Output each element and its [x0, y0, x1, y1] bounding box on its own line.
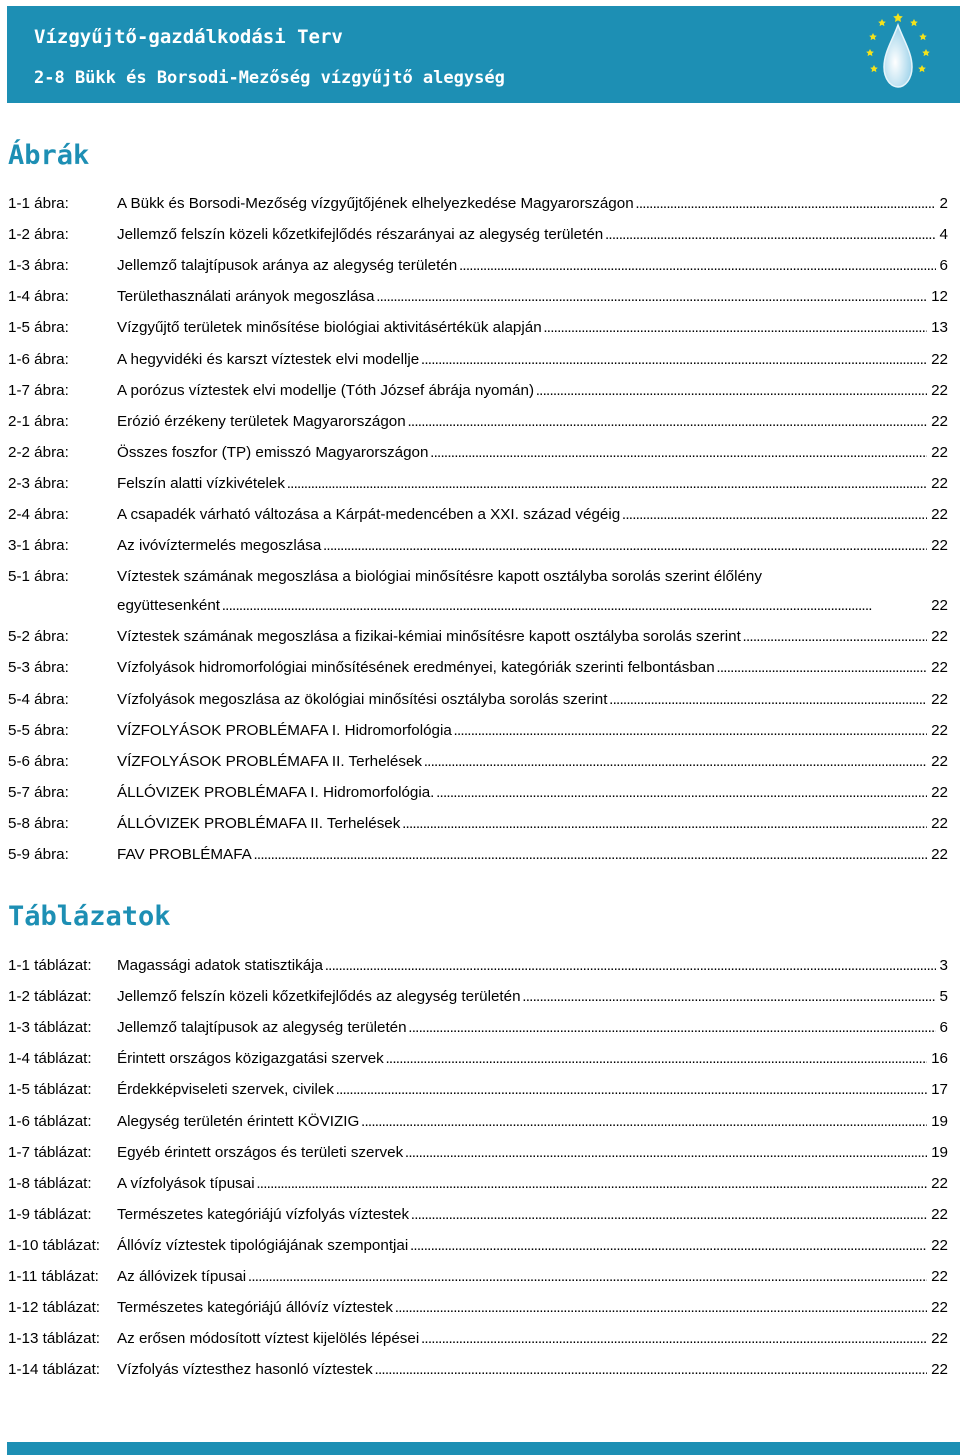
toc-entry[interactable]	[8, 413, 948, 433]
toc-entry-page-number: 22	[927, 1206, 948, 1223]
toc-entry-title: Jellemző talajtípusok az alegység területén . . .	[117, 1019, 948, 1036]
toc-entry-title: VÍZFOLYÁSOK PROBLÉMAFA I. Hidromorfológia . . .	[117, 722, 948, 739]
toc-entry[interactable]	[8, 988, 948, 1008]
toc-entry-page-number: 22	[927, 1175, 948, 1192]
document-subtitle: 2-8 Bükk és Borsodi-Mezőség vízgyűjtő alegység	[34, 68, 505, 88]
document-title: Vízgyűjtő-gazdálkodási Terv	[34, 26, 343, 48]
toc-entry-title: Természetes kategóriájú állóvíz víztestek . . .	[117, 1299, 948, 1316]
toc-entry[interactable]	[8, 846, 948, 866]
toc-entry-page-number: 12	[927, 288, 948, 305]
toc-entry[interactable]	[8, 1113, 948, 1133]
toc-entry[interactable]	[8, 1081, 948, 1101]
toc-entry-title: Felszín alatti vízkivételek . . .	[117, 475, 948, 492]
toc-entry[interactable]	[8, 257, 948, 277]
toc-entry-page-number: 22	[927, 382, 948, 399]
toc-entry-page-number: 22	[927, 722, 948, 739]
footer-bar	[7, 1442, 960, 1455]
toc-entry[interactable]	[8, 568, 948, 588]
toc-entry-title: Az ivóvíztermelés megoszlása . . .	[117, 537, 948, 554]
toc-entry-label: 2-3 ábra:	[8, 474, 69, 492]
toc-entry-label: 2-4 ábra:	[8, 506, 69, 523]
toc-entry-label: 1-3 ábra:	[8, 257, 69, 275]
toc-entry-title: A hegyvidéki és karszt víztestek elvi modellje . . .	[117, 351, 948, 368]
toc-entry[interactable]	[8, 659, 948, 679]
toc-entry-title: Vízgyűjtő területek minősítése biológiai aktivitásértékük alapján . . .	[117, 319, 948, 336]
toc-entry[interactable]	[8, 1019, 948, 1039]
toc-entry-page-number: 22	[927, 691, 948, 708]
toc-entry-title: Alegység területén érintett KÖVIZIG . . .	[117, 1113, 948, 1130]
toc-entry[interactable]	[8, 475, 948, 495]
toc-entry-continuation[interactable]	[8, 597, 948, 617]
toc-entry-label: 1-7 ábra:	[8, 381, 69, 399]
toc-entry[interactable]	[8, 628, 948, 648]
toc-entry-label: 5-7 ábra:	[8, 783, 69, 801]
toc-entry-title: Az állóvizek típusai . . .	[117, 1268, 948, 1285]
toc-entry[interactable]	[8, 957, 948, 977]
toc-entry-label: 2-2 ábra:	[8, 443, 69, 461]
toc-entry-label: 1-5 táblázat:	[8, 1081, 92, 1099]
toc-entry-title: Állóvíz víztestek tipológiájának szempontjai . . .	[117, 1237, 948, 1254]
toc-entry-page-number: 19	[927, 1113, 948, 1130]
toc-entry-title: Az erősen módosított víztest kijelölés lépései . . .	[117, 1330, 948, 1347]
toc-entry-page-number: 22	[927, 475, 948, 492]
toc-entry-label: 1-1 táblázat:	[8, 957, 92, 974]
toc-entry-label: 1-8 táblázat:	[8, 1174, 92, 1192]
toc-entry-title: Területhasználati arányok megoszlása . . .	[117, 288, 948, 305]
toc-entry-title: A Bükk és Borsodi-Mezőség vízgyűjtőjének elhelyezkedése Magyarországon . . .	[117, 195, 948, 212]
toc-entry-label: 5-9 ábra:	[8, 846, 69, 863]
toc-entry-label: 1-6 ábra:	[8, 350, 69, 368]
figures-heading: Ábrák	[8, 140, 90, 171]
toc-entry[interactable]	[8, 1330, 948, 1350]
toc-entry[interactable]	[8, 1361, 948, 1381]
toc-entry-label: 1-2 ábra:	[8, 226, 69, 244]
toc-entry[interactable]	[8, 382, 948, 402]
toc-entry[interactable]	[8, 1268, 948, 1288]
toc-entry-title: Víztestek számának megoszlása a biológiai minősítésre kapott osztályba sorolás szerint élőlény	[117, 568, 762, 586]
toc-entry-page-number: 22	[927, 784, 948, 801]
toc-entry-label: 3-1 ábra:	[8, 537, 69, 555]
toc-entry-page-number: 22	[927, 1361, 948, 1378]
toc-entry-page-number: 22	[927, 597, 948, 614]
toc-entry-page-number: 2	[936, 195, 948, 212]
toc-entry[interactable]	[8, 1299, 948, 1319]
toc-entry[interactable]	[8, 444, 948, 464]
toc-entry-label: 1-14 táblázat:	[8, 1361, 101, 1379]
toc-entry-title: Jellemző felszín közeli kőzetkifejlődés az alegység területén . . .	[117, 988, 948, 1005]
toc-entry-label: 5-3 ábra:	[8, 659, 69, 677]
toc-entry-page-number: 16	[927, 1050, 948, 1067]
toc-entry-label: 5-2 ábra:	[8, 628, 69, 646]
toc-entry-title-continued: együttesenként . . .	[117, 597, 948, 614]
toc-entry-label: 5-6 ábra:	[8, 752, 69, 770]
toc-entry-title: Érdekképviseleti szervek, civilek . . .	[117, 1081, 948, 1098]
toc-entry-page-number: 22	[927, 506, 948, 523]
tables-heading: Táblázatok	[8, 901, 171, 932]
toc-entry[interactable]	[8, 1050, 948, 1070]
toc-entry-label: 1-1 ábra:	[8, 195, 69, 212]
toc-entry-label: 1-9 táblázat:	[8, 1205, 92, 1223]
toc-entry[interactable]	[8, 226, 948, 246]
toc-entry-label: 2-1 ábra:	[8, 412, 69, 430]
toc-entry-title: Egyéb érintett országos és területi szervek . . .	[117, 1144, 948, 1161]
toc-entry-title: A porózus víztestek elvi modellje (Tóth József ábrája nyomán) . . .	[117, 382, 948, 399]
toc-entry[interactable]	[8, 351, 948, 371]
toc-entry-label: 1-13 táblázat:	[8, 1330, 101, 1348]
toc-entry-page-number: 22	[927, 846, 948, 863]
toc-entry-title: VÍZFOLYÁSOK PROBLÉMAFA II. Terhelések . . .	[117, 753, 948, 770]
toc-entry-label: 5-8 ábra:	[8, 814, 69, 832]
toc-entry-label: 1-3 táblázat:	[8, 1019, 92, 1037]
document-header	[7, 6, 960, 103]
toc-entry-label: 1-2 táblázat:	[8, 988, 92, 1006]
toc-entry[interactable]	[8, 1237, 948, 1257]
toc-entry-page-number: 22	[927, 413, 948, 430]
toc-entry-label: 1-7 táblázat:	[8, 1143, 92, 1161]
toc-entry-page-number: 19	[927, 1144, 948, 1161]
toc-entry-page-number: 22	[927, 1268, 948, 1285]
toc-entry-label: 1-5 ábra:	[8, 319, 69, 337]
toc-entry-page-number: 22	[927, 659, 948, 676]
toc-entry-title: A vízfolyások típusai . . .	[117, 1175, 948, 1192]
toc-entry-title: Vízfolyások megoszlása az ökológiai minősítési osztályba sorolás szerint . . .	[117, 691, 948, 708]
toc-entry[interactable]	[8, 691, 948, 711]
toc-entry[interactable]	[8, 506, 948, 526]
toc-entry-label: 1-4 táblázat:	[8, 1050, 92, 1068]
toc-entry[interactable]	[8, 1144, 948, 1164]
toc-entry[interactable]	[8, 784, 948, 804]
toc-entry-label: 5-5 ábra:	[8, 721, 69, 739]
toc-entry-page-number: 6	[936, 257, 948, 274]
toc-entry-title: Jellemző talajtípusok aránya az alegység területén . . .	[117, 257, 948, 274]
toc-entry[interactable]	[8, 537, 948, 557]
toc-entry-label: 1-12 táblázat:	[8, 1299, 101, 1317]
toc-entry-title: Magassági adatok statisztikája . . .	[117, 957, 948, 974]
toc-entry-page-number: 22	[927, 1330, 948, 1347]
toc-entry-title: ÁLLÓVIZEK PROBLÉMAFA I. Hidromorfológia. . . .	[117, 784, 948, 801]
toc-entry-page-number: 22	[927, 628, 948, 645]
toc-entry-label: 5-4 ábra:	[8, 690, 69, 708]
toc-entry-page-number: 22	[927, 1299, 948, 1316]
toc-entry-page-number: 22	[927, 537, 948, 554]
toc-entry[interactable]	[8, 815, 948, 835]
toc-entry[interactable]	[8, 288, 948, 308]
toc-entry-title: Erózió érzékeny területek Magyarországon . . .	[117, 413, 948, 430]
toc-entry[interactable]	[8, 319, 948, 339]
toc-entry-label: 1-6 táblázat:	[8, 1112, 92, 1130]
toc-entry[interactable]	[8, 1175, 948, 1195]
toc-entry-page-number: 5	[936, 988, 948, 1005]
toc-entry-page-number: 22	[927, 351, 948, 368]
toc-entry-label: 1-4 ábra:	[8, 288, 69, 306]
toc-entry-page-number: 22	[927, 444, 948, 461]
toc-entry-page-number: 22	[927, 1237, 948, 1254]
toc-entry[interactable]	[8, 722, 948, 742]
toc-entry-page-number: 4	[936, 226, 948, 243]
toc-entry-title: Vízfolyás víztesthez hasonló víztestek . . .	[117, 1361, 948, 1378]
toc-entry-label: 1-10 táblázat:	[8, 1236, 101, 1254]
toc-entry-title: Érintett országos közigazgatási szervek . . .	[117, 1050, 948, 1067]
toc-entry-title: Természetes kategóriájú vízfolyás víztestek . . .	[117, 1206, 948, 1223]
toc-entry-title: Vízfolyások hidromorfológiai minősítésének eredményei, kategóriák szerinti felbontásban . . .	[117, 659, 948, 676]
toc-entry-page-number: 22	[927, 753, 948, 770]
toc-entry[interactable]	[8, 195, 948, 215]
toc-entry[interactable]	[8, 753, 948, 773]
toc-entry-title: Víztestek számának megoszlása a fizikai-kémiai minősítésre kapott osztályba sorolás szerint . . .	[117, 628, 948, 645]
toc-entry-title: A csapadék várható változása a Kárpát-medencében a XXI. század végéig . . .	[117, 506, 948, 523]
toc-entry[interactable]	[8, 1206, 948, 1226]
toc-entry-page-number: 22	[927, 815, 948, 832]
eu-water-drop-logo-icon	[862, 11, 934, 93]
toc-entry-page-number: 17	[927, 1081, 948, 1098]
toc-entry-title: FAV PROBLÉMAFA . . .	[117, 846, 948, 863]
toc-entry-label: 5-1 ábra:	[8, 568, 69, 586]
toc-entry-page-number: 3	[936, 957, 948, 974]
toc-entry-page-number: 13	[927, 319, 948, 336]
toc-entry-label: 1-11 táblázat:	[8, 1268, 99, 1285]
toc-entry-title: Összes foszfor (TP) emisszó Magyarországon . . .	[117, 444, 948, 461]
toc-entry-page-number: 6	[936, 1019, 948, 1036]
toc-entry-title: Jellemző felszín közeli kőzetkifejlődés részarányai az alegység területén . . .	[117, 226, 948, 243]
toc-entry-title: ÁLLÓVIZEK PROBLÉMAFA II. Terhelések . . .	[117, 815, 948, 832]
